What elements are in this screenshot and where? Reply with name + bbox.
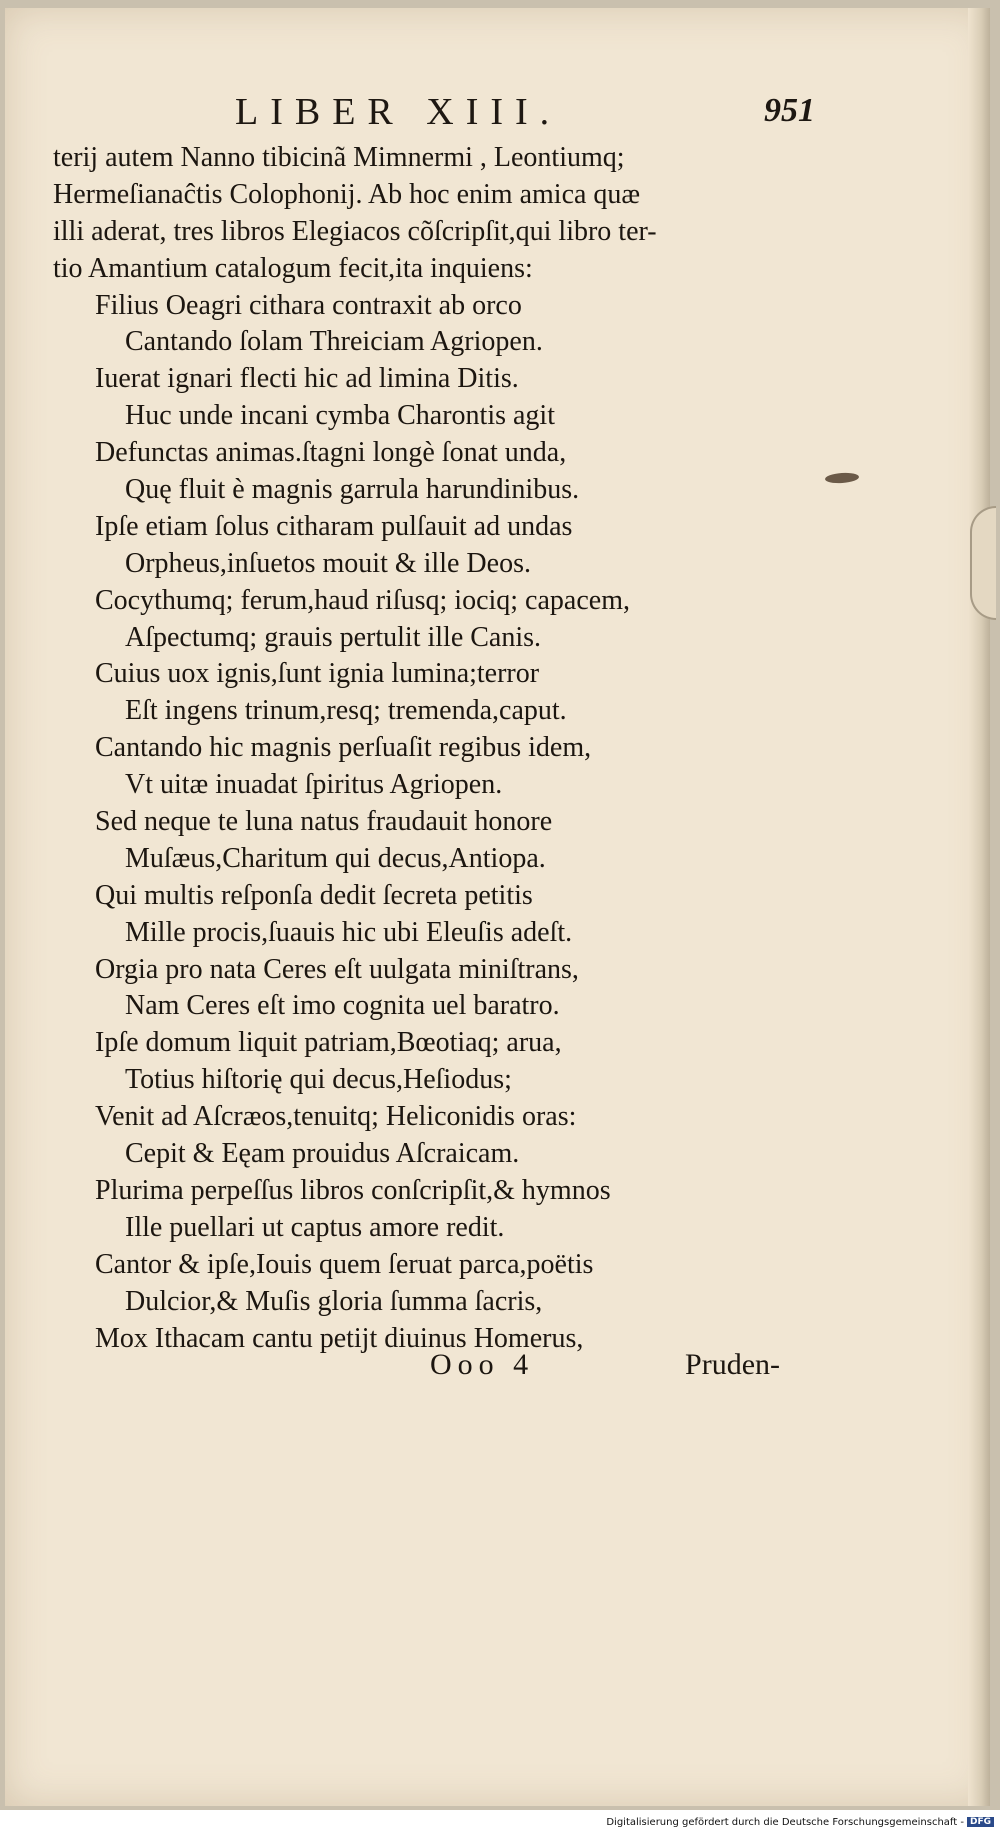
- verse-line: Huc unde incani cymba Charontis agit: [125, 400, 555, 432]
- verse-line: Cantando hic magnis perſuaſit regibus idem,: [95, 732, 592, 764]
- credit-text: Digitalisierung gefördert durch die Deutsche Forschungsgemeinschaft -: [606, 1817, 964, 1828]
- page-edge: [968, 8, 990, 1806]
- verse-line: Cocythumq; ferum,haud riſusq; iociq; capacem,: [95, 584, 630, 616]
- ink-smudge: [825, 472, 860, 484]
- verse-line: Mille procis,ſuauis hic ubi Eleuſis adeſt.: [125, 916, 573, 948]
- verse-line: Cantor & ipſe,Iouis quem ſeruat parca,poëtis: [95, 1248, 594, 1280]
- prose-line: tio Amantium catalogum fecit,ita inquiens:: [53, 252, 533, 284]
- signature-mark: Ooo 4: [430, 1348, 535, 1381]
- verse-line: Sed neque te luna natus fraudauit honore: [95, 806, 553, 838]
- verse-line: Eſt ingens trinum,resq; tremenda,caput.: [125, 695, 567, 727]
- verse-line: Quę fluit è magnis garrula harundinibus.: [125, 474, 580, 506]
- verse-line: Cuius uox ignis,ſunt ignia lumina;terror: [95, 658, 540, 690]
- verse-line: Plurima perpeſſus libros conſcripſit,& hymnos: [95, 1174, 611, 1206]
- verse-line: Orpheus,inſuetos mouit & ille Deos.: [125, 547, 531, 579]
- verse-line: Iuerat ignari flecti hic ad limina Ditis.: [95, 363, 519, 395]
- verse-line: Orgia pro nata Ceres eſt uulgata miniſtrans,: [95, 953, 579, 985]
- binding-tab: [970, 506, 996, 620]
- page-header: [205, 90, 815, 140]
- verse-line: Defunctas animas.ſtagni longè ſonat unda,: [95, 437, 567, 469]
- verse-line: Ipſe etiam ſolus citharam pulſauit ad undas: [95, 510, 573, 542]
- catchline: [430, 1348, 780, 1388]
- verse-line: Ipſe domum liquit patriam,Bœotiaq; arua,: [95, 1027, 562, 1059]
- running-head: LIBER XIII.: [235, 91, 562, 133]
- verse-line: Ille puellari ut captus amore redit.: [125, 1211, 505, 1243]
- verse-line: Nam Ceres eſt imo cognita uel baratro.: [125, 990, 560, 1022]
- prose-line: illi aderat, tres libros Elegiacos cõſcripſit,qui libro ter-: [53, 215, 657, 247]
- verse-line: Aſpectumq; grauis pertulit ille Canis.: [125, 621, 542, 653]
- verse-line: Totius hiſtorię qui decus,Heſiodus;: [125, 1064, 512, 1096]
- verse-line: Qui multis reſponſa dedit ſecreta petitis: [95, 879, 533, 911]
- book-page: [5, 8, 990, 1806]
- prose-line: Hermeſianaĉtis Colophonij. Ab hoc enim amica quæ: [53, 178, 641, 210]
- verse-line: Filius Oeagri cithara contraxit ab orco: [95, 289, 522, 321]
- verse-line: Cantando ſolam Threiciam Agriopen.: [125, 326, 543, 358]
- digitization-credit: [606, 1817, 994, 1828]
- verse-line: Mox Ithacam cantu petijt diuinus Homerus,: [95, 1322, 584, 1354]
- dfg-logo: DFG: [967, 1817, 994, 1827]
- page-number: 951: [764, 92, 815, 129]
- verse-line: Venit ad Aſcræos,tenuitq; Heliconidis oras:: [95, 1101, 577, 1133]
- verse-line: Dulcior,& Muſis gloria ſumma ſacris,: [125, 1285, 543, 1317]
- verse-line: Vt uitæ inuadat ſpiritus Agriopen.: [125, 769, 503, 801]
- text-block: [53, 140, 793, 1357]
- verse-line: Muſæus,Charitum qui decus,Antiopa.: [125, 842, 546, 874]
- catchword: Pruden-: [685, 1348, 780, 1381]
- prose-line: terij autem Nanno tibicinã Mimnermi , Leontiumq;: [53, 142, 625, 173]
- verse-line: Cepit & Eęam prouidus Aſcraicam.: [125, 1138, 520, 1170]
